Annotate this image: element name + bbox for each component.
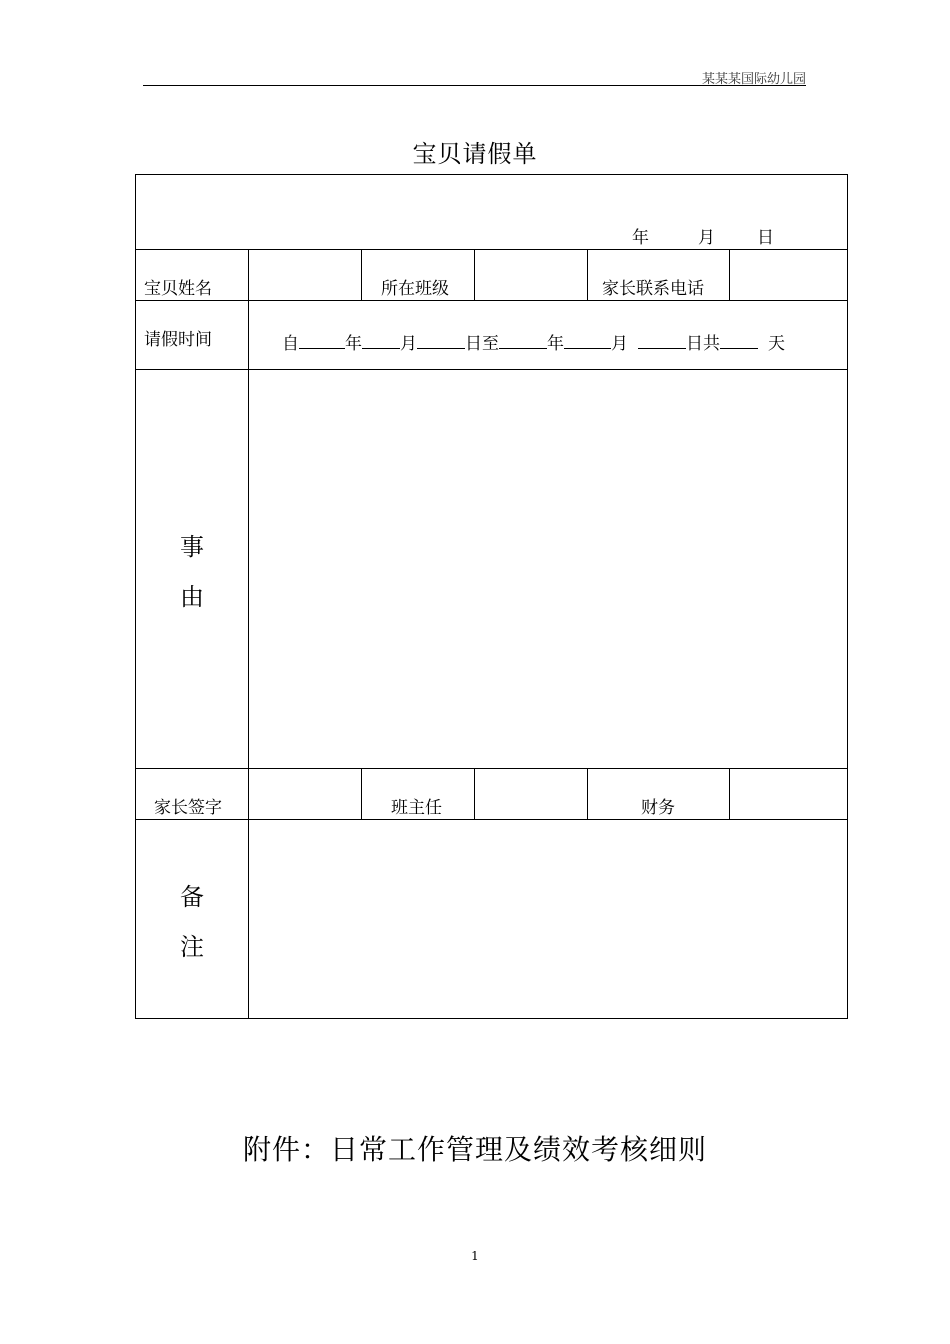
class-field[interactable] — [475, 250, 587, 300]
table-border-top — [135, 174, 848, 175]
leave-time-label: 请假时间 — [144, 330, 212, 350]
day-total-label: 日共 — [686, 334, 720, 354]
form-title: 宝贝请假单 — [412, 140, 538, 168]
date-year-label: 年 — [632, 228, 649, 248]
appendix-title: 附件：日常工作管理及绩效考核细则 — [242, 1133, 707, 1166]
child-name-field[interactable] — [249, 250, 361, 300]
page-number: 1 — [471, 1249, 479, 1263]
parent-phone-label: 家长联系电话 — [602, 279, 704, 299]
remarks-char-2: 注 — [180, 933, 204, 961]
remarks-char-1: 备 — [180, 883, 204, 911]
col-divider — [361, 768, 362, 819]
finance-signature-field[interactable] — [730, 769, 847, 819]
blank-end-year[interactable] — [499, 332, 547, 349]
child-name-label: 宝贝姓名 — [144, 279, 212, 299]
date-month-label: 月 — [698, 228, 715, 248]
finance-label: 财务 — [641, 798, 675, 818]
days-unit-label: 天 — [768, 334, 785, 354]
table-border-left — [135, 174, 136, 1019]
teacher-signature-field[interactable] — [475, 769, 587, 819]
end-year-label: 年 — [547, 334, 564, 354]
table-border-bottom — [135, 1018, 848, 1019]
col-divider — [587, 249, 588, 300]
parent-signature-field[interactable] — [249, 769, 361, 819]
remarks-field[interactable] — [249, 820, 847, 1018]
reason-char-1: 事 — [180, 533, 204, 561]
blank-start-month[interactable] — [362, 332, 400, 349]
date-day-label: 日 — [757, 228, 774, 248]
start-year-label: 年 — [345, 334, 362, 354]
row-divider — [135, 300, 848, 301]
start-month-label: 月 — [400, 334, 417, 354]
leave-time-line[interactable] — [282, 332, 785, 353]
from-label: 自 — [282, 334, 299, 354]
blank-end-month[interactable] — [564, 332, 611, 349]
reason-field[interactable] — [249, 370, 847, 768]
header-org-name: 某某某国际幼儿园 — [701, 72, 806, 87]
class-label: 所在班级 — [381, 279, 449, 299]
leave-form-table — [135, 174, 848, 1019]
blank-total-days[interactable] — [720, 332, 758, 349]
end-month-label: 月 — [611, 334, 628, 354]
parent-signature-label: 家长签字 — [154, 798, 222, 818]
header-rule — [143, 85, 806, 86]
blank-end-day[interactable] — [638, 332, 686, 349]
blank-start-year[interactable] — [299, 332, 345, 349]
day-to-label: 日至 — [465, 334, 499, 354]
reason-char-2: 由 — [180, 583, 204, 611]
col-divider — [587, 768, 588, 819]
blank-start-day[interactable] — [417, 332, 465, 349]
col-divider — [361, 249, 362, 300]
table-border-right — [847, 174, 848, 1019]
parent-phone-field[interactable] — [730, 250, 847, 300]
teacher-label: 班主任 — [391, 798, 442, 818]
